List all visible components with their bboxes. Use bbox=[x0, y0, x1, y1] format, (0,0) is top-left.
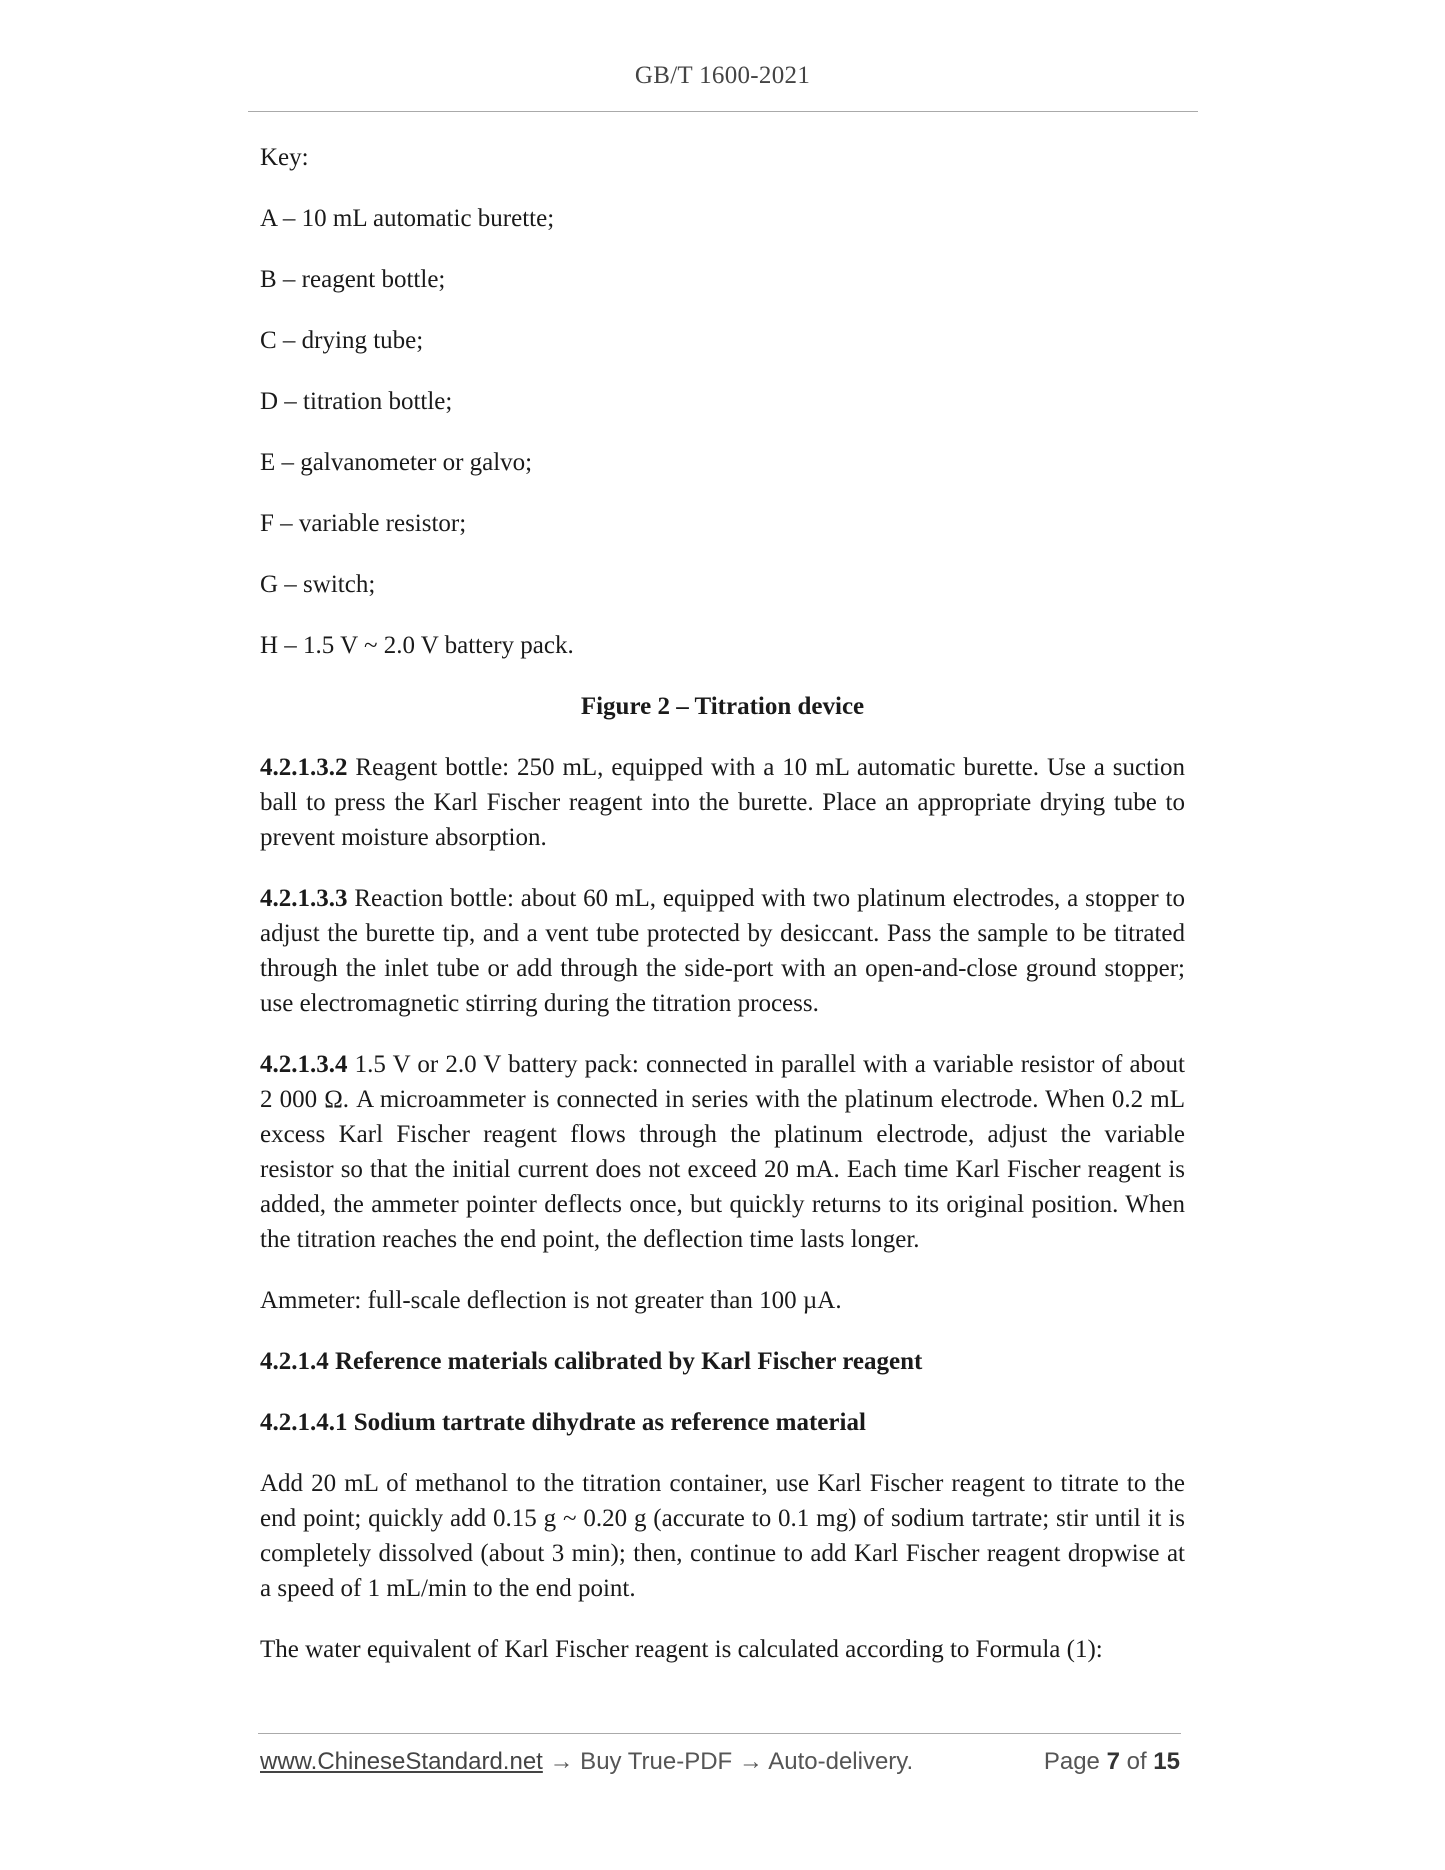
key-item-f: F – variable resistor; bbox=[260, 510, 467, 537]
page-total: 15 bbox=[1153, 1748, 1180, 1775]
key-item-c: C – drying tube; bbox=[260, 327, 424, 354]
page-of: of bbox=[1126, 1748, 1147, 1775]
page-footer bbox=[260, 1748, 1180, 1776]
key-item-g: G – switch; bbox=[260, 571, 376, 598]
key-item-a: A – 10 mL automatic burette; bbox=[260, 205, 555, 232]
page-label: Page bbox=[1043, 1748, 1100, 1775]
clause-4-2-1-3-3 bbox=[260, 881, 1185, 1021]
page-header-title: GB/T 1600-2021 bbox=[634, 62, 811, 89]
clause-text: Reaction bottle: about 60 mL, equipped with two platinum electrodes, a stopper to adjust the burette tip, and a vent tube protected by desiccant. Pass the sample to be titrated through the inlet tube or add through the side-port with an open-and-close ground stopper; use electromagnetic stirring during the titration process. bbox=[260, 885, 1185, 1017]
key-item-d: D – titration bottle; bbox=[260, 388, 453, 415]
key-item-b: B – reagent bottle; bbox=[260, 266, 446, 293]
clause-number: 4.2.1.3.2 bbox=[260, 754, 348, 781]
key-title: Key: bbox=[260, 144, 309, 171]
formula-intro: The water equivalent of Karl Fischer reagent is calculated according to Formula (1): bbox=[260, 1636, 1103, 1663]
heading-4-2-1-4-1: 4.2.1.4.1 Sodium tartrate dihydrate as reference material bbox=[260, 1409, 866, 1436]
page-current: 7 bbox=[1106, 1748, 1120, 1775]
ammeter-note: Ammeter: full-scale deflection is not greater than 100 µA. bbox=[260, 1287, 842, 1314]
site-link[interactable]: www.ChineseStandard.net bbox=[260, 1748, 543, 1775]
footer-tagline: → Buy True-PDF → Auto-delivery. bbox=[542, 1748, 914, 1775]
procedure-paragraph: Add 20 mL of methanol to the titration container, use Karl Fischer reagent to titrate to the end point; quickly add 0.15 g ~ 0.20 g (accurate to 0.1 mg) of sodium tartrate; stir until it is completely dissolved (about 3 min); then, continue to add Karl Fischer reagent dropwise at a speed of 1 mL/min to the end point. bbox=[260, 1470, 1185, 1602]
header-divider bbox=[248, 111, 1198, 112]
clause-4-2-1-3-2 bbox=[260, 750, 1185, 855]
clause-4-2-1-3-4 bbox=[260, 1047, 1185, 1257]
page-indicator bbox=[1044, 1748, 1180, 1776]
heading-4-2-1-4: 4.2.1.4 Reference materials calibrated by Karl Fischer reagent bbox=[260, 1348, 923, 1375]
document-body bbox=[260, 140, 1185, 1693]
figure-caption: Figure 2 – Titration device bbox=[580, 693, 865, 720]
footer-divider bbox=[258, 1733, 1181, 1734]
clause-text: 1.5 V or 2.0 V battery pack: connected in parallel with a variable resistor of about 2 000 Ω. A microammeter is connected in series with the platinum electrode. When 0.2 mL excess Karl Fischer reagent flows through the platinum electrode, adjust the variable resistor so that the initial current does not exceed 20 mA. Each time Karl Fischer reagent is added, the ammeter pointer deflects once, but quickly returns to its original position. When the titration reaches the end point, the deflection time lasts longer. bbox=[260, 1051, 1185, 1253]
clause-number: 4.2.1.3.4 bbox=[260, 1051, 348, 1078]
clause-number: 4.2.1.3.3 bbox=[260, 885, 348, 912]
clause-text: Reagent bottle: 250 mL, equipped with a 10 mL automatic burette. Use a suction ball to press the Karl Fischer reagent into the burette. Place an appropriate drying tube to prevent moisture absorption. bbox=[260, 754, 1185, 851]
key-item-e: E – galvanometer or galvo; bbox=[260, 449, 533, 476]
key-item-h: H – 1.5 V ~ 2.0 V battery pack. bbox=[260, 632, 574, 659]
